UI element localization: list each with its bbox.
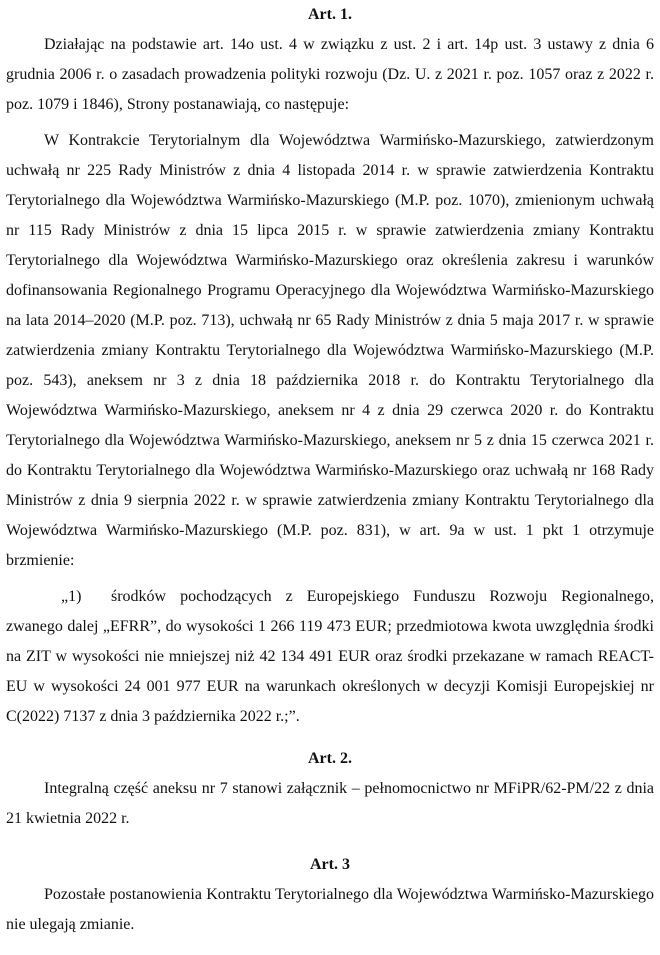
art1-body-paragraph: W Kontrakcie Terytorialnym dla Województwa Warmińsko-Mazurskiego, zatwierdzonym uchwałą nr 225 Rady Ministrów z dnia 4 listopada 2014 r. w sprawie zatwierdzenia Kontraktu Terytorialnego dla Województwa Warmińsko-Mazurskiego (M.P. poz. 1070), zmienionym uchwałą nr 115 Rady Ministrów z dnia 15 lipca 2015 r. w sprawie zatwierdzenia zmiany Kontraktu Terytorialnego dla Województwa Warmińsko-Mazurskiego oraz określenia zakresu i warunków dofinansowania Regionalnego Programu Operacyjnego dla Województwa Warmińsko-Mazurskiego na lata 2014–2020 (M.P. poz. 713), uchwałą nr 65 Rady Ministrów z dnia 5 maja 2017 r. w sprawie zatwierdzenia zmiany Kontraktu Terytorialnego dla Województwa Warmińsko-Mazurskiego (M.P. poz. 543), aneksem nr 3 z dnia 18 października 2018 r. do Kontraktu Terytorialnego dla Województwa Warmińsko-Mazurskiego, aneksem nr 4 z dnia 29 czerwca 2020 r. do Kontraktu Terytorialnego dla Województwa Warmińsko-Mazurskiego, aneksem nr 5 z dnia 15 czerwca 2021 r. do Kontraktu Terytorialnego dla Województwa Warmińsko-Mazurskiego oraz uchwałą nr 168 Rady Ministrów z dnia 9 sierpnia 2022 r. w sprawie zatwierdzenia zmiany Kontraktu Terytorialnego dla Województwa Warmińsko-Mazurskiego (M.P. poz. 831), w art. 9a w ust. 1 pkt 1 otrzymuje brzmienie: [6, 132, 654, 569]
art1-intro-paragraph: Działając na podstawie art. 14o ust. 4 w związku z ust. 2 i art. 14p ust. 3 ustawy z dnia 6 grudnia 2006 r. o zasadach prowadzenia polityki rozwoju (Dz. U. z 2021 r. poz. 1057 oraz z 2022 r. poz. 1079 i 1846), Strony postanawiają, co następuje: [6, 36, 654, 113]
art3-heading: Art. 3 [310, 856, 350, 873]
art2-heading: Art. 2. [308, 750, 352, 767]
quoted-point-text: środków pochodzących z Europejskiego Funduszu Rozwoju Regionalnego, zwanego dalej „EFRR”, do wysokości 1 266 119 473 EUR; przedmiotowa kwota uwzględnia środki na ZIT w wysokości nie mniejszej niż 42 134 491 EUR oraz środki przekazane w ramach REACT-EU w wysokości 24 001 977 EUR na warunkach określonych w decyzji Komisji Europejskiej nr C(2022) 7137 z dnia 3 października 2022 r.;”. [6, 588, 654, 725]
art2-paragraph: Integralną część aneksu nr 7 stanowi załącznik – pełnomocnictwo nr MFiPR/62-PM/22 z dnia 21 kwietnia 2022 r. [6, 780, 654, 827]
art1-quoted-point [6, 582, 654, 732]
document-page [6, 0, 654, 940]
spacer [6, 834, 654, 850]
art1-heading: Art. 1. [308, 6, 352, 23]
art3-paragraph: Pozostałe postanowienia Kontraktu Terytorialnego dla Województwa Warmińsko-Mazurskiego nie ulegają zmianie. [6, 886, 654, 933]
spacer [6, 732, 654, 744]
quoted-point-number: „1) [61, 588, 82, 605]
